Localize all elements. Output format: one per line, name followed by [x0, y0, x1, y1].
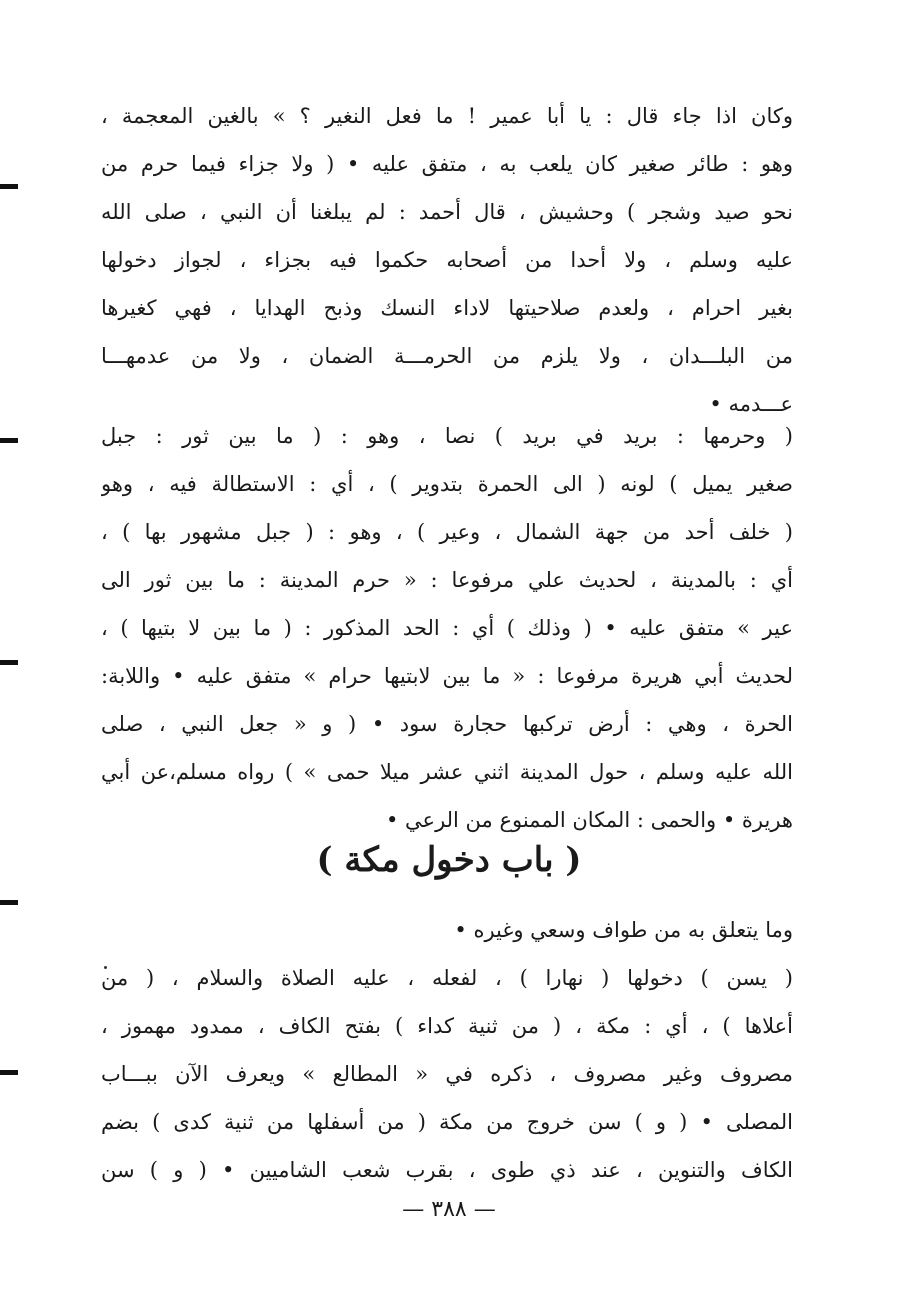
text-line: وهو : طائر صغير كان يلعب به ، متفق عليه • ( ولا جزاء فيما حرم من [101, 152, 793, 176]
chapter-heading: ( باب دخول مكة ) [316, 840, 582, 880]
paragraph-haram-madinah [101, 412, 793, 844]
text-line: ( خلف أحد من جهة الشمال ، وعير ) ، وهو : ( جبل مشهور بها ) ، [101, 520, 793, 544]
text-line: الله عليه وسلم ، حول المدينة اثني عشر ميلا حمى » ) رواه مسلم،عن أبي [101, 760, 793, 784]
page-edge-mark [0, 438, 18, 443]
page-edge-mark [0, 1070, 18, 1075]
text-line: ( يسن ) دخولها ( نهارا ) ، لفعله ، عليه الصلاة والسلام ، ( من [101, 966, 793, 990]
text-line: عير » متفق عليه • ( وذلك ) أي : الحد المذكور : ( ما بين لا بتيها ) ، [101, 616, 793, 640]
page-number: — ٣٨٨ — [402, 1197, 496, 1222]
page-edge-mark [0, 184, 18, 189]
text-line: عـــدمه • [709, 392, 793, 416]
text-line: هريرة • والحمى : المكان الممنوع من الرعي • [385, 808, 793, 832]
text-line: الحرة ، وهي : أرض تركبها حجارة سود • ( و « جعل النبي ، صلى [101, 712, 793, 736]
page-edge-mark [0, 660, 18, 665]
page-edge-mark [0, 900, 18, 905]
text-line: صغير يميل ) لونه ( الى الحمرة بتدوير ) ، أي : الاستطالة فيه ، وهو [101, 472, 793, 496]
text-line: من البلـــدان ، ولا يلزم من الحرمـــة الضمان ، ولا من عدمهـــا [101, 344, 793, 368]
text-line: وكان اذا جاء قال : يا أبا عمير ! ما فعل النغير ؟ » بالغين المعجمة ، [101, 104, 793, 128]
text-line: أعلاها ) ، أي : مكة ، ( من ثنية كداء ) بفتح الكاف ، ممدود مهموز ، [101, 1014, 793, 1038]
text-line: المصلى • ( و ) سن خروج من مكة ( من أسفلها من ثنية كدى ) بضم [101, 1110, 793, 1134]
text-line: لحديث أبي هريرة مرفوعا : « ما بين لابتيها حرام » متفق عليه • واللابة: [101, 664, 793, 688]
text-line: وما يتعلق به من طواف وسعي وغيره • [454, 918, 793, 942]
text-line: مصروف وغير مصروف ، ذكره في « المطالع » ويعرف الآن ببـــاب [101, 1062, 793, 1086]
text-line: نحو صيد وشجر ) وحشيش ، قال أحمد : لم يبلغنا أن النبي ، صلى الله [101, 200, 793, 224]
text-line: الكاف والتنوين ، عند ذي طوى ، بقرب شعب الشاميين • ( و ) سن [101, 1158, 793, 1182]
text-line: عليه وسلم ، ولا أحدا من أصحابه حكموا فيه بجزاء ، لجواز دخولها [101, 248, 793, 272]
text-line: أي : بالمدينة ، لحديث علي مرفوعا : « حرم المدينة : ما بين ثور الى [101, 568, 793, 592]
paragraph-dukhul-makkah [101, 906, 793, 1194]
paragraph-hadith-nughair [101, 92, 793, 428]
text-line: ( وحرمها : بريد في بريد ) نصا ، وهو : ( ما بين ثور : جبل [101, 424, 793, 448]
text-line: بغير احرام ، ولعدم صلاحيتها لاداء النسك وذبح الهدايا ، فهي كغيرها [101, 296, 793, 320]
